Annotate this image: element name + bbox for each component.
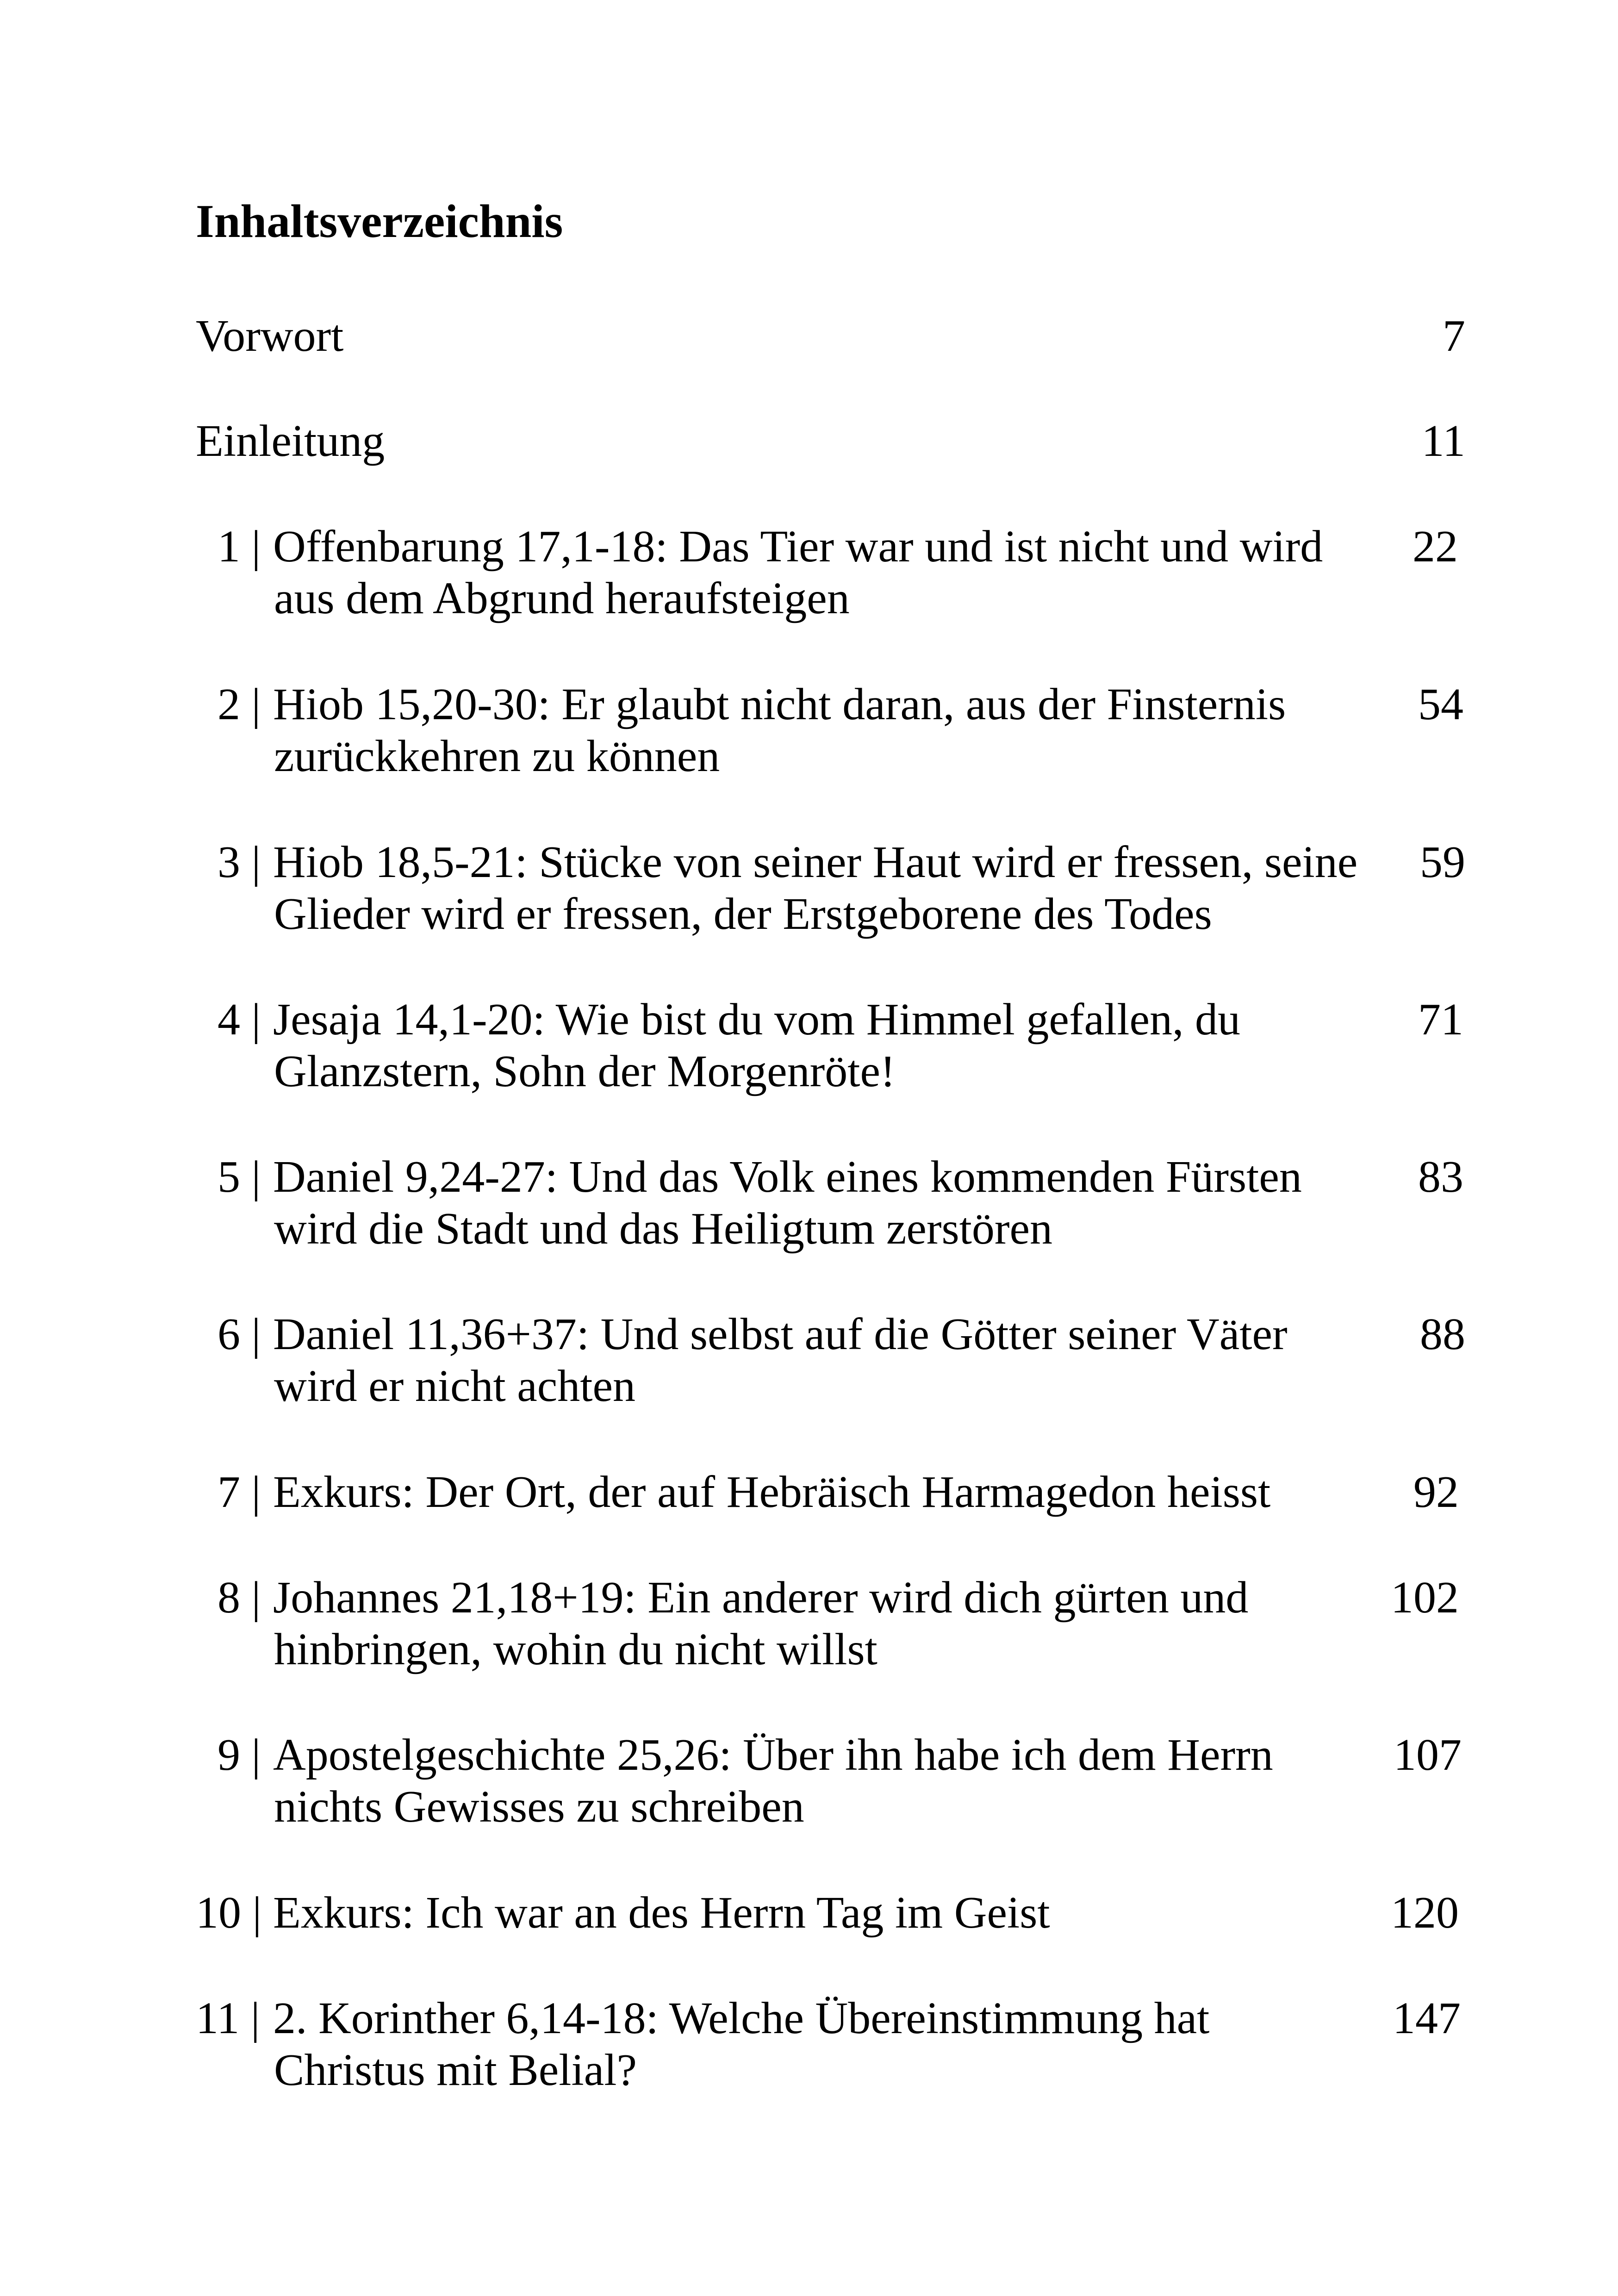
entry-page-number: 7: [1443, 311, 1465, 361]
entry-page-number: 120: [1391, 1888, 1459, 1938]
entry-text: Apostelgeschichte 25,26: Über ihn habe ich dem Herrn: [273, 1730, 1273, 1780]
entry-text-continued: Christus mit Belial?: [274, 2045, 637, 2095]
entry-text-continued: Glieder wird er fressen, der Erstgeborene des Todes: [274, 889, 1212, 939]
entry-text: Johannes 21,18+19: Ein anderer wird dich gürten und: [273, 1573, 1249, 1623]
entry-text-continued: zurückkehren zu können: [274, 731, 720, 781]
entry-number: 8 |: [218, 1573, 261, 1623]
toc-title: Inhaltsverzeichnis: [196, 195, 563, 248]
entry-text-continued: wird die Stadt und das Heiligtum zerstören: [274, 1204, 1052, 1254]
entry-text-continued: nichts Gewisses zu schreiben: [274, 1782, 804, 1832]
entry-number: 6 |: [218, 1309, 261, 1359]
entry-number: 10 |: [196, 1888, 262, 1938]
entry-text-continued: aus dem Abgrund heraufsteigen: [274, 573, 850, 623]
entry-page-number: 102: [1391, 1573, 1459, 1623]
entry-number: 7 |: [218, 1467, 261, 1517]
entry-page-number: 107: [1394, 1730, 1462, 1780]
entry-text: Einleitung: [196, 416, 385, 466]
entry-number: 3 |: [218, 837, 261, 887]
entry-text: Daniel 9,24-27: Und das Volk eines kommenden Fürsten: [273, 1152, 1302, 1202]
entry-page-number: 147: [1393, 1993, 1461, 2043]
entry-page-number: 83: [1418, 1152, 1463, 1202]
entry-page-number: 54: [1418, 679, 1463, 729]
entry-page-number: 88: [1420, 1309, 1465, 1359]
entry-number: 9 |: [218, 1730, 261, 1780]
entry-page-number: 22: [1413, 522, 1458, 572]
entry-number: 2 |: [218, 679, 261, 729]
entry-text: Exkurs: Ich war an des Herrn Tag im Geist: [273, 1888, 1050, 1938]
entry-number: 1 |: [218, 522, 261, 572]
entry-number: 11 |: [196, 1993, 260, 2043]
entry-text-continued: hinbringen, wohin du nicht willst: [274, 1624, 877, 1674]
entry-number: 4 |: [218, 995, 261, 1045]
entry-text-continued: wird er nicht achten: [274, 1361, 635, 1411]
entry-text-continued: Glanzstern, Sohn der Morgenröte!: [274, 1046, 896, 1096]
entry-text: Exkurs: Der Ort, der auf Hebräisch Harmagedon heisst: [273, 1467, 1271, 1517]
entry-page-number: 11: [1421, 416, 1465, 466]
entry-page-number: 71: [1418, 995, 1463, 1045]
entry-text: Hiob 18,5-21: Stücke von seiner Haut wird er fressen, seine: [273, 837, 1358, 887]
entry-page-number: 59: [1420, 837, 1465, 887]
entry-text: Daniel 11,36+37: Und selbst auf die Götter seiner Väter: [273, 1309, 1288, 1359]
entry-text: Hiob 15,20-30: Er glaubt nicht daran, aus der Finsternis: [273, 679, 1286, 729]
entry-text: Offenbarung 17,1-18: Das Tier war und ist nicht und wird: [273, 522, 1323, 572]
entry-text: Jesaja 14,1-20: Wie bist du vom Himmel gefallen, du: [273, 995, 1240, 1045]
entry-text: Vorwort: [196, 311, 344, 361]
entry-page-number: 92: [1413, 1467, 1459, 1517]
entry-text: 2. Korinther 6,14-18: Welche Übereinstimmung hat: [273, 1993, 1210, 2043]
entry-number: 5 |: [218, 1152, 261, 1202]
